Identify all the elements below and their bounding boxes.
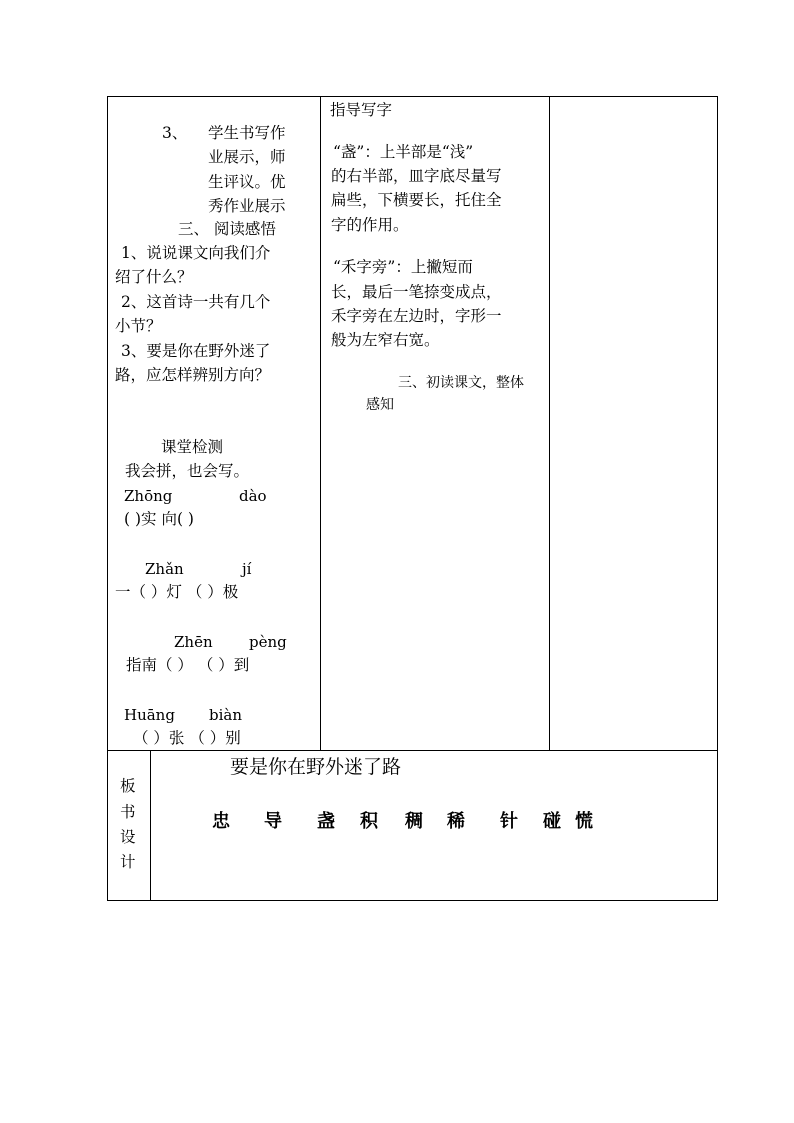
question-line: 3、要是你在野外迷了 <box>121 342 271 360</box>
pinyin-label: jí <box>242 560 252 578</box>
pinyin-label: pèng <box>249 633 287 651</box>
section-3-reading: 感知 <box>366 397 394 413</box>
pinyin-label: Zhǎn <box>145 560 184 578</box>
classroom-test-title: 课堂检测 <box>161 438 224 456</box>
question-line: 绍了什么？ <box>115 268 193 286</box>
board-char: 稠 <box>405 811 423 832</box>
pinyin-label: Zhōng <box>124 487 173 505</box>
col1-line: 秀作业展示 <box>208 197 286 215</box>
board-char: 盏 <box>317 811 335 832</box>
pinyin-label: Huāng <box>124 706 175 724</box>
question-line: 2、这首诗一共有几个 <box>121 293 271 311</box>
fill-blank-line: 指南（ ） （ ）到 <box>126 656 250 674</box>
lesson-table <box>107 96 718 901</box>
pinyin-label: dào <box>239 487 267 505</box>
guide-para-1: 字的作用。 <box>331 216 409 234</box>
column-divider-2 <box>549 96 550 750</box>
guide-para-2: 长，最后一笔捺变成点， <box>331 283 502 301</box>
pinyin-label: biàn <box>209 706 243 724</box>
question-line: 路，应怎样辨别方向？ <box>115 366 271 384</box>
guide-para-1: 扁些，下横要长，托住全 <box>331 191 502 209</box>
board-char: 针 <box>500 811 518 832</box>
question-line: 小节？ <box>115 317 162 335</box>
board-char: 导 <box>264 811 282 832</box>
board-char: 积 <box>360 811 378 832</box>
board-label-char: 书 <box>120 803 136 821</box>
guide-para-1: 的右半部，皿字底尽量写 <box>331 167 502 185</box>
col1-line: 生评议。优 <box>208 173 286 191</box>
column-divider-1 <box>320 96 321 750</box>
pinyin-label: Zhēn <box>174 633 213 651</box>
section-3-heading: 三、 阅读感悟 <box>178 220 276 238</box>
guide-para-1: “盏”：上半部是“浅” <box>333 143 474 161</box>
board-char: 稀 <box>447 811 465 832</box>
step-3-number: 3、 <box>162 124 188 142</box>
classroom-test-instruction: 我会拼，也会写。 <box>125 462 250 480</box>
fill-blank-line: ( )实 向( ) <box>124 510 194 528</box>
board-row-divider <box>107 750 718 751</box>
board-label-char: 设 <box>120 828 136 846</box>
board-title: 要是你在野外迷了路 <box>230 756 402 778</box>
guide-para-2: 般为左窄右宽。 <box>331 331 440 349</box>
board-char: 慌 <box>575 811 593 832</box>
fill-blank-line: （ ）张 （ ）别 <box>133 729 241 747</box>
board-label-char: 板 <box>120 777 136 795</box>
col1-line: 业展示，师 <box>208 148 286 166</box>
section-3-reading: 三、初读课文，整体 <box>398 375 524 391</box>
board-label-divider <box>150 750 151 900</box>
board-char: 碰 <box>543 811 561 832</box>
board-char: 忠 <box>212 811 230 832</box>
question-line: 1、说说课文向我们介 <box>121 244 271 262</box>
guide-para-2: 禾字旁在左边时，字形一 <box>331 307 502 325</box>
writing-guide-heading: 指导写字 <box>330 101 393 119</box>
board-label-char: 计 <box>120 853 136 871</box>
col1-line: 学生书写作 <box>208 124 286 142</box>
guide-para-2: “禾字旁”：上撇短而 <box>333 258 473 276</box>
fill-blank-line: 一（ ）灯 （ ）极 <box>115 583 239 601</box>
